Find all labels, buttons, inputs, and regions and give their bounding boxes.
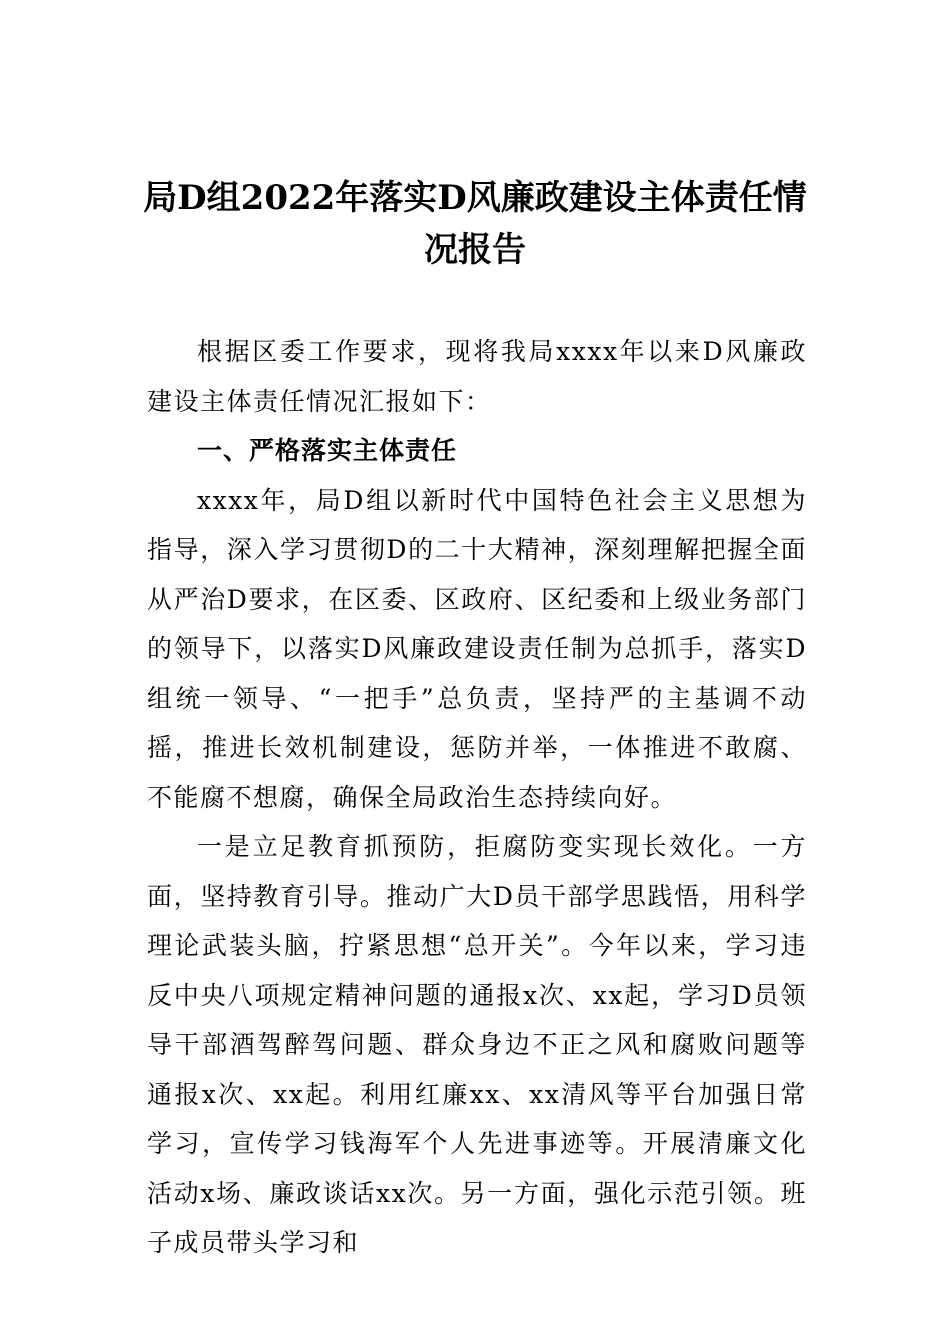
- intro-paragraph: 根据区委工作要求，现将我局xxxx年以来D风廉政建设主体责任情况汇报如下：: [147, 337, 807, 416]
- body-paragraph: xxxx年，局D组以新时代中国特色社会主义思想为指导，深入学习贯彻D的二十大精神，深刻理解把握全面从严治D要求，在区委、区政府、区纪委和上级业务部门的领导下，以落实D风廉政建设责任制为总抓手，落实D组统一领导、“一把手”总负责，坚持严的主基调不动摇，推进长效机制建设，惩防并举，一体推进不敢腐、不能腐不想腐，确保全局政治生态持续向好。: [147, 485, 807, 812]
- body-paragraph: 一是立足教育抓预防，拒腐防变实现长效化。一方面，坚持教育引导。推动广大D员干部学思践悟，用科学理论武装头脑，拧紧思想“总开关”。今年以来，学习违反中央八项规定精神问题的通报x次、xx起，学习D员领导干部酒驾醉驾问题、群众身边不正之风和腐败问题等通报x次、xx起。利用红廉xx、xx清风等平台加强日常学习，宣传学习钱海军个人先进事迹等。开展清廉文化活动x场、廉政谈话xx次。另一方面，强化示范引领。班子成员带头学习和: [147, 832, 807, 1257]
- document-title: 局D组2022年落实D风廉政建设主体责任情况报告: [143, 178, 807, 270]
- document-body: [147, 327, 807, 1268]
- section-heading: 一、严格落实主体责任: [197, 436, 458, 465]
